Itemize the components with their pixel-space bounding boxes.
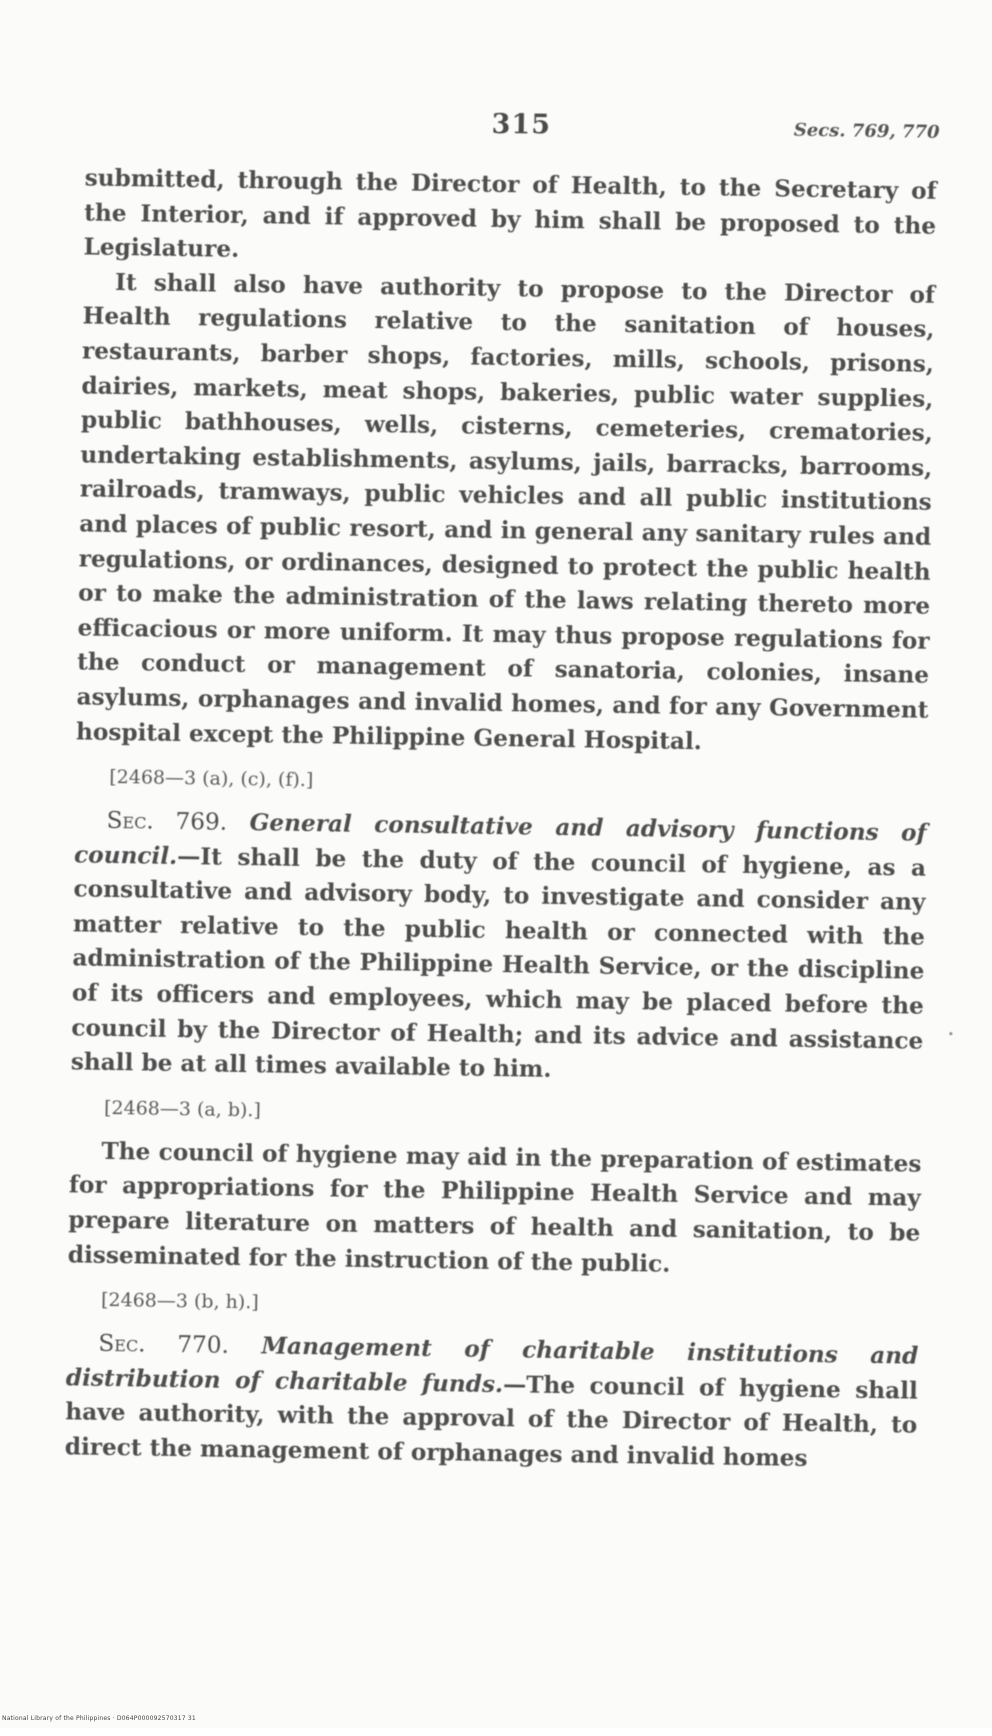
section-769-title: General consultative and advisory functions of council. xyxy=(73,809,927,870)
paragraph-continued: submitted, through the Director of Health, to the Secretary of the Interior, and if approved by him shall be proposed to the Legislature. xyxy=(83,164,937,264)
section-770-text: —The council of hygiene shall have authority, with the approval of the Director of Health, to direct the management of orphanages and invalid homes xyxy=(64,1370,918,1472)
scan-speck xyxy=(949,1032,952,1035)
citation-3: [2468—3 (b, h).] xyxy=(100,1289,259,1314)
section-770-title: Management of charitable institutions and distribution of charitable funds. xyxy=(65,1332,919,1398)
paragraph-estimates: The council of hygiene may aid in the preparation of estimates for appropriations for the Philippine Health Service and may prepare literature on matters of health and sanitation, to be disseminated for the instruction of the public. xyxy=(67,1137,922,1278)
section-770-label: Sec. 770. xyxy=(98,1330,230,1360)
citation-2: [2468—3 (a, b).] xyxy=(103,1096,262,1122)
section-769 xyxy=(71,803,927,1093)
section-769-label: Sec. 769. xyxy=(106,806,228,836)
section-770 xyxy=(65,1327,919,1479)
section-769-text: —It shall be the duty of the council of hygiene, as a consultative and advisory body, to investigate and consider any matter relative to the public health or connected with the administration of the Philippine Health Service, or the discipline of its officers and employees, which may be placed before the council by the Director of Health; and its advice and assistance shall be at all times available to him. xyxy=(70,842,927,1084)
page-header xyxy=(81,102,940,155)
scan-footer-note: National Library of the Philippines · D064P000092570317 31 xyxy=(2,1715,196,1722)
body-text xyxy=(65,161,937,1478)
page-number: 315 xyxy=(491,108,552,141)
paragraph-authority: It shall also have authority to propose to the Director of Health regulations relative to the sanitation of houses, restaurants, barber shops, factories, mills, schools, prisons, dairies, markets, meat shops, bakeries, public water supplies, public bathhouses, wells, cisterns, cemeteries, crematories, undertaking establishments, asylums, jails, barracks, barrooms, railroads, tramways, public vehicles and all public institutions and places of public resort, and in general any sanitary rules and regulations, or ordinances, designed to protect the public health or to make the administration of the laws relating thereto more efficacious or more uniform. It may thus propose regulations for the conduct or management of sanatoria, colonies, insane asylums, orphanages and invalid homes, and for any Government hospital except the Philippine General Hospital. xyxy=(75,268,936,755)
running-section-reference: Secs. 769, 770 xyxy=(793,119,940,143)
citation-1: [2468—3 (a), (c), (f).] xyxy=(109,766,314,792)
